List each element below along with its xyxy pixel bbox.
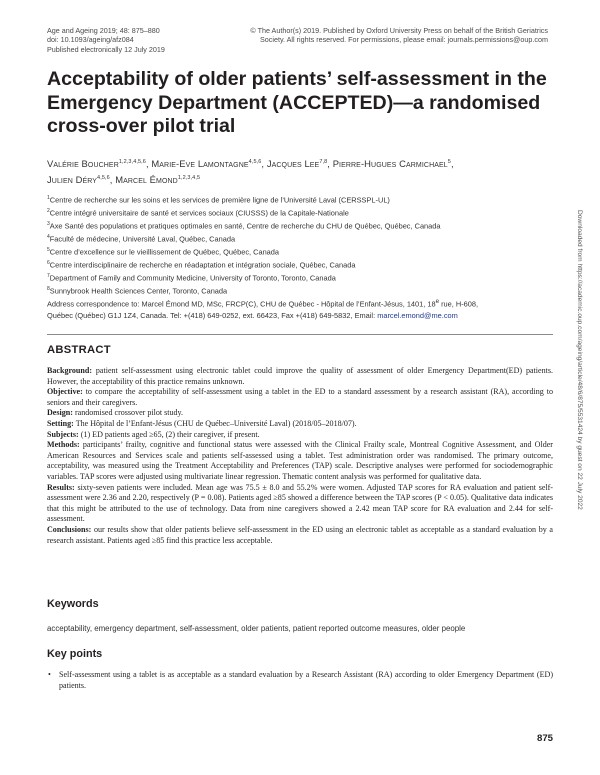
affiliation-number: 6 <box>47 260 50 267</box>
affiliation-text: Sunnybrook Health Sciences Center, Toronto, Canada <box>49 286 228 296</box>
key-points-list <box>47 670 553 691</box>
section-text: randomised crossover pilot study. <box>72 408 184 418</box>
affiliation-text: Centre intégré universitaire de santé et services sociaux (CIUSSS) de la Capitale-Nationale <box>49 208 349 218</box>
affiliation-text: Faculté de médecine, Université Laval, Québec, Canada <box>49 234 236 244</box>
section-label: Methods: <box>47 440 80 450</box>
key-points-heading: Key points <box>47 648 103 660</box>
download-watermark-text: Downloaded from https://academic.oup.com/ageing/article/48/6/875/5531424 by guest on 22 July 2022 <box>576 210 583 510</box>
abstract-conclusions <box>47 525 553 546</box>
section-text: sixty-seven patients were included. Mean age was 75.5 ± 8.0 and 55.2% were women. Adjusted TAP scores for RA evaluation and patient self-assessment were 2.36 and 2.20, respectively (P = 0.08). Patients aged ≥85 showed a difference between the TAP scores (P < 0.05). Qualitative data indicates that this might be attributed to the use of technology. Data from nine caregivers showed a 2.42 mean TAP score for RA evaluation and 2.44 for self-assessment. <box>47 482 553 524</box>
correspondence-address <box>47 296 547 322</box>
abstract-design <box>47 408 553 419</box>
author-name: Julien Déry <box>47 174 98 186</box>
author-name: Jacques Lee <box>266 158 320 170</box>
affiliation-item <box>47 232 567 245</box>
author-affiliation-numbers: 5 <box>447 159 451 165</box>
affiliation-item <box>47 219 567 232</box>
abstract-background <box>47 366 553 387</box>
article-title: Acceptability of older patients’ self-assessment in the Emergency Department (ACCEPTED)—a randomised cross-over pilot trial <box>47 68 547 137</box>
affiliation-text: Department of Family and Community Medicine, University of Toronto, Toronto, Canada <box>49 273 336 283</box>
author-affiliation-numbers: 1,2,3,4,5,6 <box>118 159 146 165</box>
author-name: Marcel Émond <box>115 174 178 186</box>
header-right-line: Society. All rights reserved. For permissions, please email: journals.permissions@oup.com <box>260 35 548 45</box>
affiliation-item <box>47 258 567 271</box>
bullet-icon: • <box>48 670 51 679</box>
key-point-item <box>47 670 553 691</box>
affiliation-number: 3 <box>47 221 50 228</box>
email-link[interactable]: marcel.emond@me.com <box>377 311 458 321</box>
copyright-header <box>208 26 548 45</box>
section-label: Results: <box>47 482 75 492</box>
abstract-subjects <box>47 430 553 441</box>
affiliation-number: 8 <box>47 286 50 293</box>
affiliation-item <box>47 271 567 284</box>
abstract-objective <box>47 387 553 408</box>
author-affiliation-numbers: 7,8 <box>319 159 328 165</box>
section-text: The Hôpital de l’Enfant-Jésus (CHU de Québec–Université Laval) (2018/05–2018/07). <box>73 418 357 428</box>
correspondence-line-end: rue, H-608, <box>439 299 479 309</box>
author-affiliation-numbers: 1,2,3,4,5 <box>177 175 201 182</box>
author-affiliation-numbers: 4,5,6 <box>248 159 262 165</box>
ordinal-suffix: e <box>435 298 440 305</box>
affiliation-text: Centre de recherche sur les soins et les services de première ligne de l’Université Laval (CERSSPL-UL) <box>49 195 390 205</box>
author-affiliation-numbers: 4,5,6 <box>97 175 110 182</box>
affiliation-number: 5 <box>47 247 50 254</box>
header-left-line: Age and Ageing 2019; 48: 875–880 <box>47 26 160 35</box>
abstract-heading: ABSTRACT <box>47 344 111 356</box>
header-left-line: Published electronically 12 July 2019 <box>47 44 165 54</box>
affiliation-item <box>47 245 567 258</box>
section-divider <box>47 334 553 335</box>
author-name: Pierre-Hugues Carmichael <box>332 158 448 170</box>
abstract-methods <box>47 440 553 482</box>
download-watermark <box>574 210 584 575</box>
header-right-line: © The Author(s) 2019. Published by Oxford University Press on behalf of the British Geriatrics <box>250 26 548 35</box>
section-label: Subjects: <box>47 429 79 439</box>
keywords-list: acceptability, emergency department, self-assessment, older patients, patient reported outcome measures, older people <box>47 624 466 633</box>
affiliation-list <box>47 193 567 298</box>
page-number: 875 <box>536 733 553 744</box>
section-label: Background: <box>47 366 93 375</box>
affiliation-number: 4 <box>47 234 50 241</box>
author-name: Marie-Eve Lamontagne <box>151 158 249 170</box>
affiliation-number: 1 <box>47 195 50 201</box>
section-label: Setting: <box>47 418 74 428</box>
abstract-results <box>47 483 553 525</box>
section-label: Conclusions: <box>47 524 92 534</box>
section-label: Design: <box>47 408 73 418</box>
author-name: Valérie Boucher <box>47 158 119 170</box>
key-point-text: Self-assessment using a tablet is as acceptable as a standard evaluation by a Research Assistant (RA) according to older Emergency Department (ED) patients. <box>59 670 553 690</box>
affiliation-text: Centre d’excellence sur le vieillissement de Québec, Québec, Canada <box>49 247 280 257</box>
section-text: participants’ frailty, cognitive and functional status were assessed with the Clinical Frailty scale, Montreal Cognitive Assessment, and Older American Resources and Services scale and patients self-assessed using a tablet. Test administration order was randomised. The primary outcome, acceptability, was measured using the Treatment Acceptability and Preferences (TAP) scale. Descriptive analyses were performed for sociodemographic variables. TAP scores were adjusted using multivariate linear regression. Thematic content analysis was performed for qualitative data. <box>47 440 553 481</box>
section-text: our results show that older patients believe self-assessment in the ED using an electronic tablet as acceptable as a standard evaluation by a research assistant. Patients aged ≥85 find this practice less acceptable. <box>47 524 553 545</box>
section-text: (1) ED patients aged ≥65, (2) their caregiver, if present. <box>78 429 260 439</box>
abstract-body <box>47 366 553 546</box>
affiliation-text: Centre interdisciplinaire de recherche en réadaptation et intégration sociale, Québec, Canada <box>49 260 356 270</box>
affiliation-item <box>47 193 567 206</box>
affiliation-text: Axe Santé des populations et pratiques optimales en santé, Centre de recherche du CHU de Québec, Québec, Canada <box>49 221 441 231</box>
keywords-heading: Keywords <box>47 598 99 610</box>
section-text: patient self-assessment using electronic tablet could improve the quality of assessment of older Emergency Department(ED) patients. However, the acceptability of this practice remains unknown. <box>47 366 553 386</box>
affiliation-item <box>47 206 567 219</box>
correspondence-line: Address correspondence to: Marcel Émond MD, MSc, FRCP(C), CHU de Québec - Hôpital de l’Enfant-Jésus, 1401, 18 <box>47 299 436 309</box>
header-left-line: doi: 10.1093/ageing/afz084 <box>47 35 134 45</box>
correspondence-line: Québec (Québec) G1J 1Z4, Canada. Tel: +(418) 649-0252, ext. 66423, Fax +(418) 649-5832, Email: <box>47 311 378 321</box>
author-list: Valérie Boucher$^{1,2,3,4,5,6}$, Marie-Eve Lamontagne$^{4,5,6}$, Jacques Lee$^{7,8}$, Pierre-Hugues Carmichael$^5$, Julien Déry$^{4,5,6}$, Marcel Émond$^{1,2,3,4,5}$ <box>47 158 454 186</box>
affiliation-number: 2 <box>47 208 50 215</box>
section-label: Objective: <box>47 387 83 397</box>
affiliation-number: 7 <box>47 273 50 280</box>
section-text: to compare the acceptability of self-assessment using a tablet in the ED to a standard assessment by a research assistant (RA), according to seniors and their caregivers. <box>47 387 553 407</box>
abstract-setting <box>47 419 553 430</box>
